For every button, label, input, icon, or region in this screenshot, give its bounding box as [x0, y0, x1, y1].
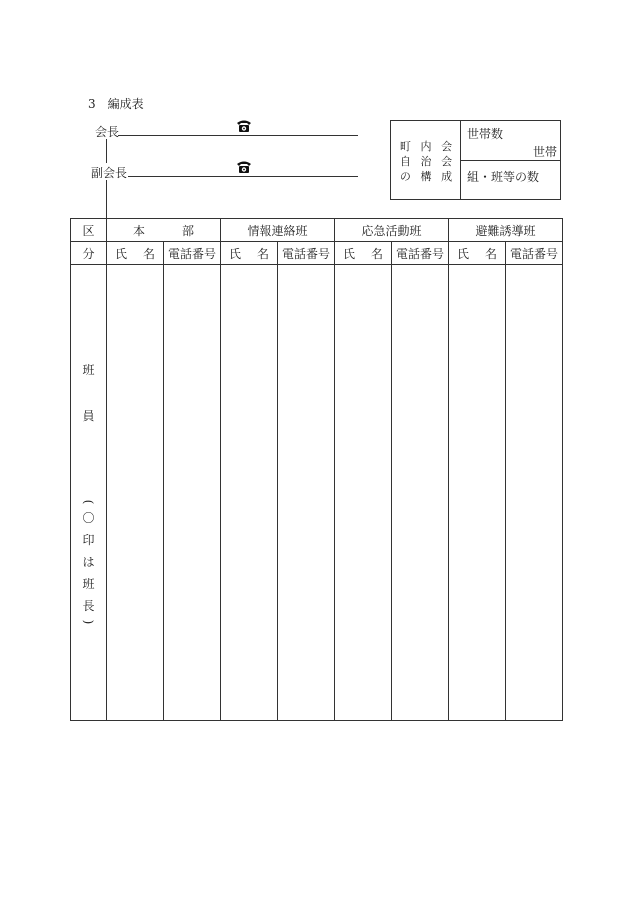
chairman-field[interactable]	[118, 135, 358, 136]
member-name-cell[interactable]	[107, 265, 164, 721]
name-col-char: 氏	[115, 246, 128, 261]
group-header-char: 本	[133, 223, 146, 238]
member-name-cell[interactable]	[449, 265, 506, 721]
org-char: 治	[420, 155, 432, 168]
members-note-char: 長	[82, 598, 95, 613]
group-header-emergency: 応急活動班	[335, 219, 449, 242]
member-phone-cell[interactable]	[506, 265, 563, 721]
paren-open: (	[81, 499, 96, 504]
org-char: 内	[420, 140, 432, 153]
group-header-char: 部	[181, 223, 194, 238]
vice-chairman-field[interactable]	[128, 176, 358, 177]
bracket-line-bottom	[106, 180, 107, 218]
category-header-bottom: 分	[71, 242, 107, 265]
name-col-char: 名	[256, 246, 269, 261]
group-header-evacuation: 避難誘導班	[449, 219, 563, 242]
category-header-top: 区	[71, 219, 107, 242]
org-char: の	[399, 170, 411, 183]
name-col-char: 名	[485, 246, 498, 261]
name-col-header	[221, 242, 278, 265]
member-phone-cell[interactable]	[278, 265, 335, 721]
org-char: 会	[441, 140, 453, 153]
name-col-char: 氏	[343, 246, 356, 261]
members-note-char: 班	[82, 576, 95, 591]
members-label-char: 員	[82, 408, 95, 423]
group-header-honbu	[107, 219, 221, 242]
paren-close: )	[81, 619, 96, 624]
bracket-line-top	[106, 139, 107, 163]
name-col-header	[107, 242, 164, 265]
groups-count-label: 組・班等の数	[467, 170, 540, 184]
org-char: 構	[420, 170, 432, 183]
member-phone-cell[interactable]	[392, 265, 449, 721]
members-note-char: 印	[82, 532, 95, 547]
phone-col-header: 電話番号	[164, 242, 221, 265]
member-name-cell[interactable]	[221, 265, 278, 721]
chairman-label: 会長	[95, 125, 120, 139]
name-col-header	[449, 242, 506, 265]
households-unit: 世帯	[533, 145, 558, 159]
org-type-label	[395, 140, 457, 183]
members-label	[71, 265, 107, 721]
org-char: 町	[399, 140, 411, 153]
households-label: 世帯数	[467, 127, 504, 141]
members-label-char: 班	[82, 362, 95, 377]
member-phone-cell[interactable]	[164, 265, 221, 721]
name-col-char: 名	[371, 246, 384, 261]
name-col-header	[335, 242, 392, 265]
name-col-char: 名	[142, 246, 155, 261]
vice-chairman-label: 副会長	[91, 166, 128, 180]
telephone-icon	[236, 160, 252, 174]
org-char: 会	[441, 155, 453, 168]
org-char: 成	[441, 170, 453, 183]
name-col-char: 氏	[457, 246, 470, 261]
name-col-char: 氏	[229, 246, 242, 261]
phone-col-header: 電話番号	[392, 242, 449, 265]
members-note-char: は	[82, 554, 95, 569]
org-char: 自	[399, 155, 411, 168]
organization-info-box	[390, 120, 561, 200]
group-header-info: 情報連絡班	[221, 219, 335, 242]
section-title: 3 編成表	[88, 97, 144, 111]
phone-col-header: 電話番号	[506, 242, 563, 265]
member-name-cell[interactable]	[335, 265, 392, 721]
members-note-char: 〇	[82, 510, 95, 525]
telephone-icon	[236, 119, 252, 133]
organization-table	[70, 218, 563, 721]
phone-col-header: 電話番号	[278, 242, 335, 265]
